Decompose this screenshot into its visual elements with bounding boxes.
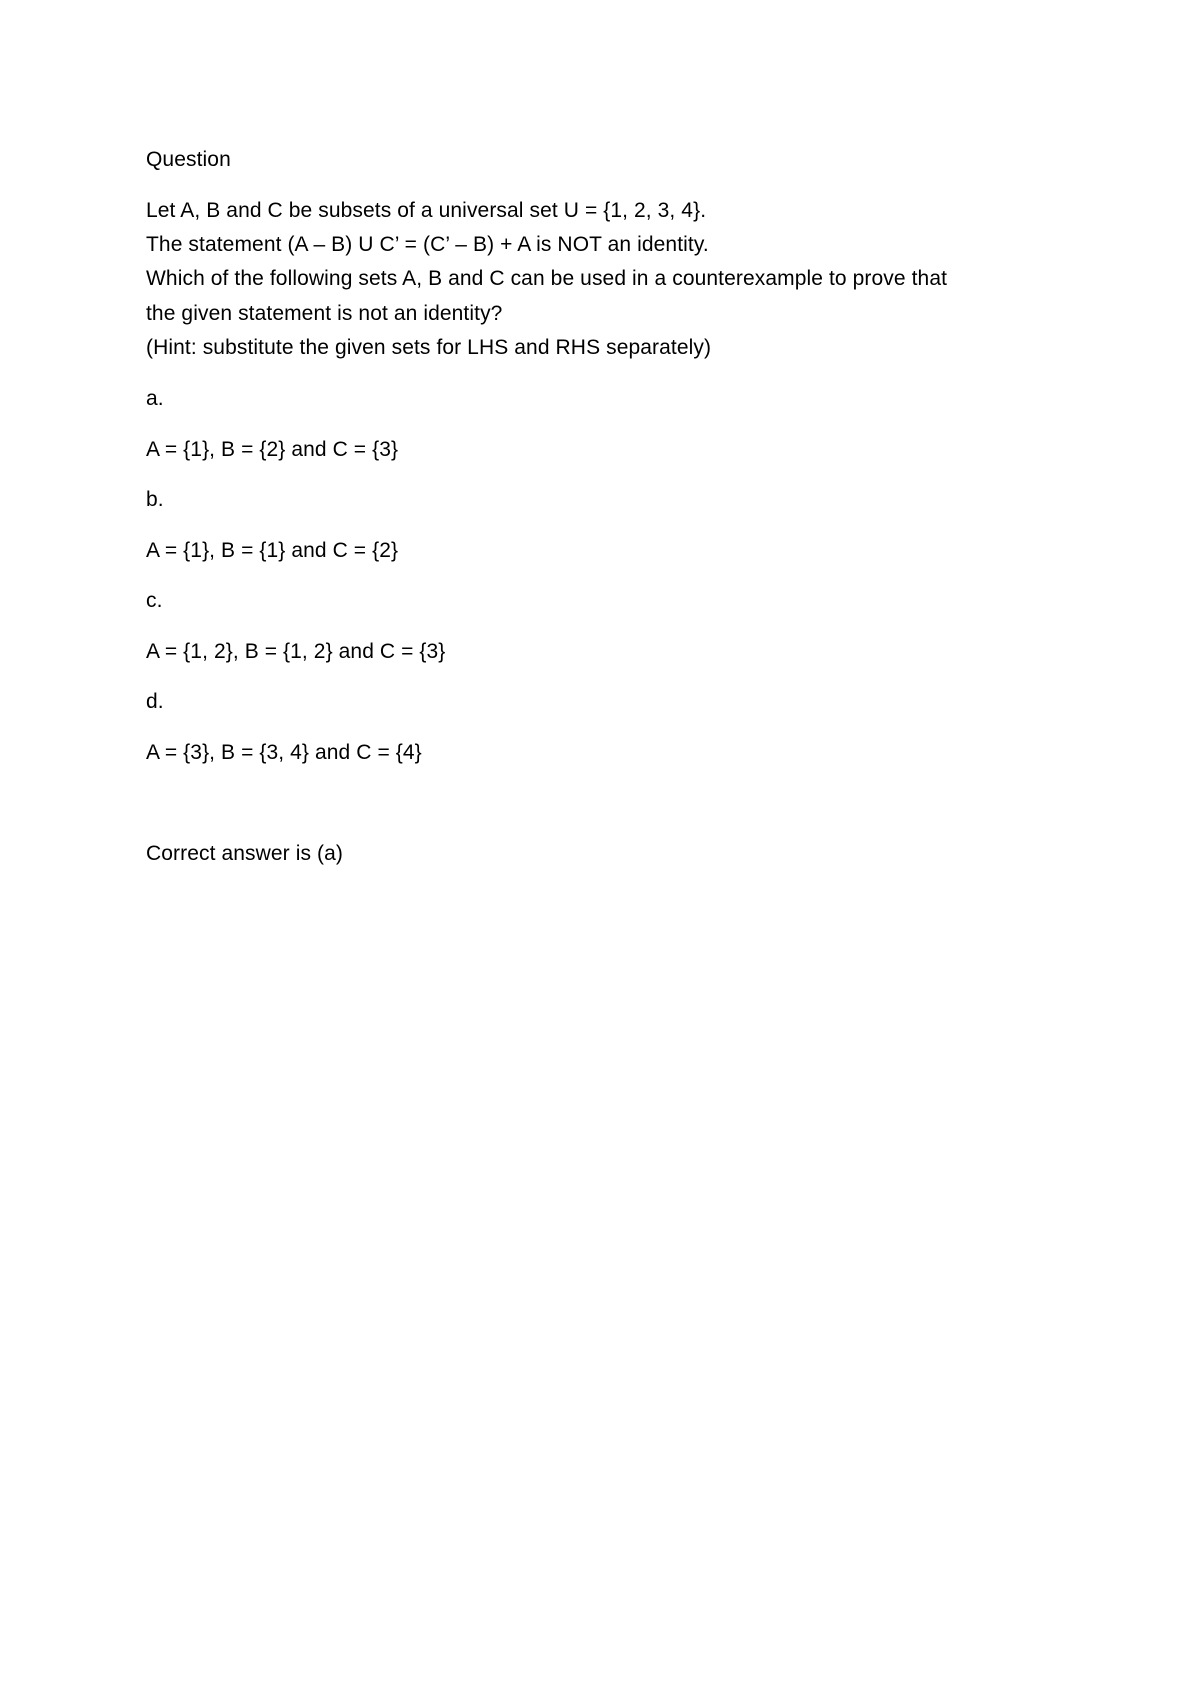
option-d-letter: d. (146, 690, 164, 713)
question-hint: (Hint: substitute the given sets for LHS and RHS separately) (146, 336, 712, 359)
question-heading: Question (146, 148, 231, 171)
option-a-letter: a. (146, 387, 164, 410)
correct-answer: Correct answer is (a) (146, 842, 343, 865)
question-stem-line-4: the given statement is not an identity? (146, 302, 503, 325)
option-c-text: A = {1, 2}, B = {1, 2} and C = {3} (146, 640, 446, 663)
question-stem-line-3: Which of the following sets A, B and C can be used in a counterexample to prove that (146, 267, 948, 290)
option-d-text: A = {3}, B = {3, 4} and C = {4} (146, 741, 422, 764)
option-c-letter: c. (146, 589, 163, 612)
option-b-text: A = {1}, B = {1} and C = {2} (146, 539, 399, 562)
question-stem-line-2: The statement (A – B) U C’ = (C’ – B) + A is NOT an identity. (146, 233, 709, 256)
option-b-letter: b. (146, 488, 164, 511)
question-stem-line-1: Let A, B and C be subsets of a universal set U = {1, 2, 3, 4}. (146, 199, 707, 222)
option-a-text: A = {1}, B = {2} and C = {3} (146, 438, 399, 461)
